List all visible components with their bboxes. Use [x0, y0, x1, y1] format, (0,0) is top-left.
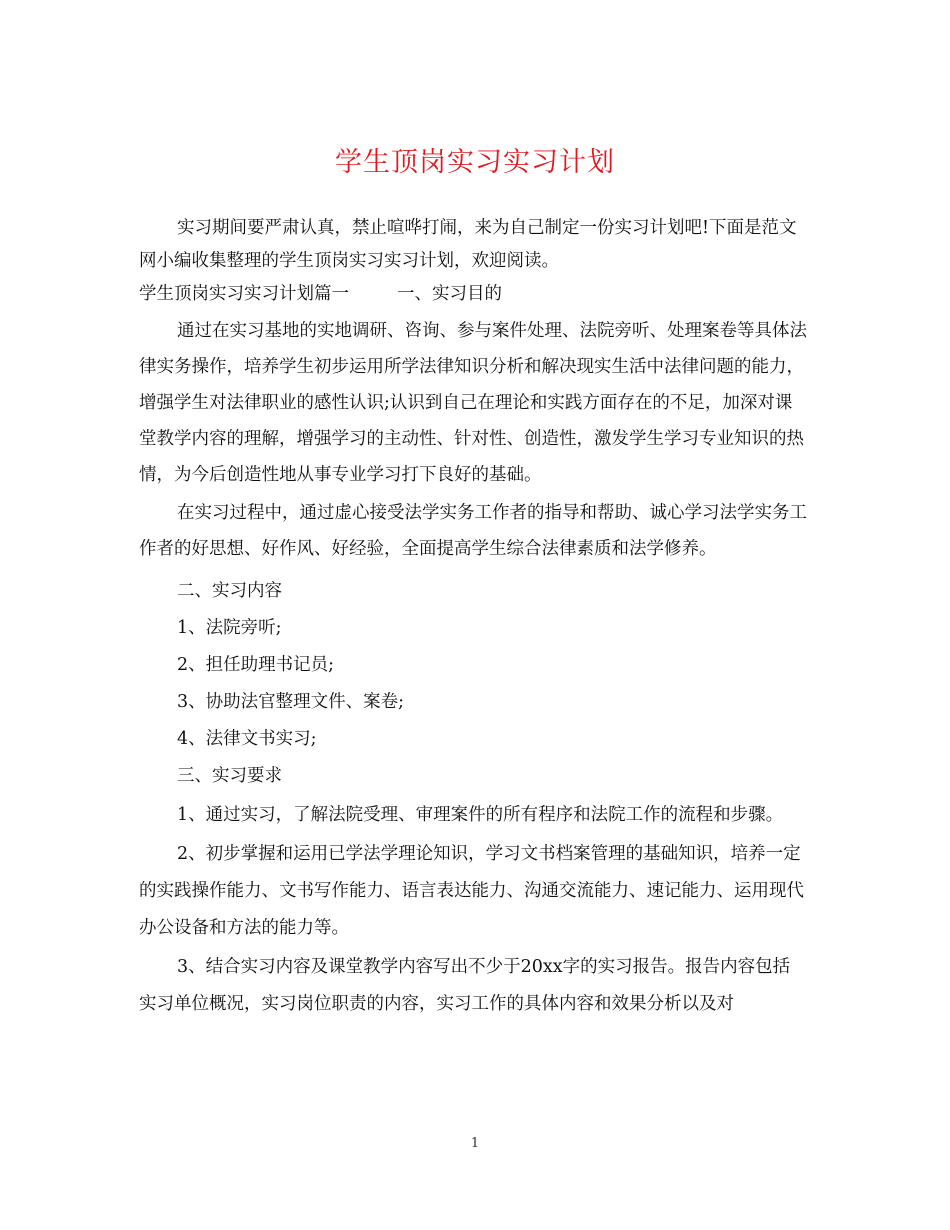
- requirement-paragraph: 1、通过实习，了解法院受理、审理案件的所有程序和法院工作的流程和步骤。: [177, 805, 784, 825]
- requirement-paragraph: 3、结合实习内容及课堂教学内容写出不少于20xx字的实习报告。报告内容包括实习单位概况，实习岗位职责的内容，实习工作的具体内容和效果分析以及对: [139, 957, 791, 1014]
- requirement-paragraph: 2、初步掌握和运用已学法学理论知识，学习文书档案管理的基础知识，培养一定的实践操作能力、文书写作能力、语言表达能力、沟通交流能力、速记能力、运用现代办公设备和方法的能力等。: [139, 844, 804, 938]
- intro-paragraph: 实习期间要严肃认真，禁止喧哗打闹，来为自己制定一份实习计划吧!下面是范文网小编收集整理的学生顶岗实习实习计划，欢迎阅读。: [139, 218, 797, 271]
- section-heading-content: 二、实习内容: [177, 581, 282, 601]
- process-paragraph: 在实习过程中，通过虚心接受法学实务工作者的指导和帮助、诚心学习法学实务工作者的好思想、好作风、好经验，全面提高学生综合法律素质和法学修养。: [139, 503, 807, 559]
- list-item: 2、担任助理书记员;: [177, 655, 335, 675]
- purpose-paragraph: 通过在实习基地的实地调研、咨询、参与案件处理、法院旁听、处理案卷等具体法律实务操作，培养学生初步运用所学法律知识分析和解决现实生活中法律问题的能力，增强学生对法律职业的感性认识;认识到自己在理论和实践方面存在的不足，加深对课堂教学内容的理解，增强学习的主动性、针对性、创造性，激发学生学习专业知识的热情，为今后创造性地从事专业学习打下良好的基础。: [139, 321, 807, 485]
- article-heading: 学生顶岗实习实习计划篇一: [139, 284, 349, 304]
- section-heading-requirements: 三、实习要求: [177, 766, 282, 786]
- list-item: 1、法院旁听;: [177, 618, 282, 638]
- page-number: 1: [470, 1136, 480, 1151]
- list-item: 4、法律文书实习;: [177, 729, 317, 749]
- section-heading-purpose: 一、实习目的: [397, 284, 502, 304]
- document-body: [139, 212, 807, 1023]
- section-heading-line: [139, 278, 807, 311]
- list-item: 3、协助法官整理文件、案卷;: [177, 692, 405, 712]
- document-title: 学生顶岗实习实习计划: [335, 147, 615, 178]
